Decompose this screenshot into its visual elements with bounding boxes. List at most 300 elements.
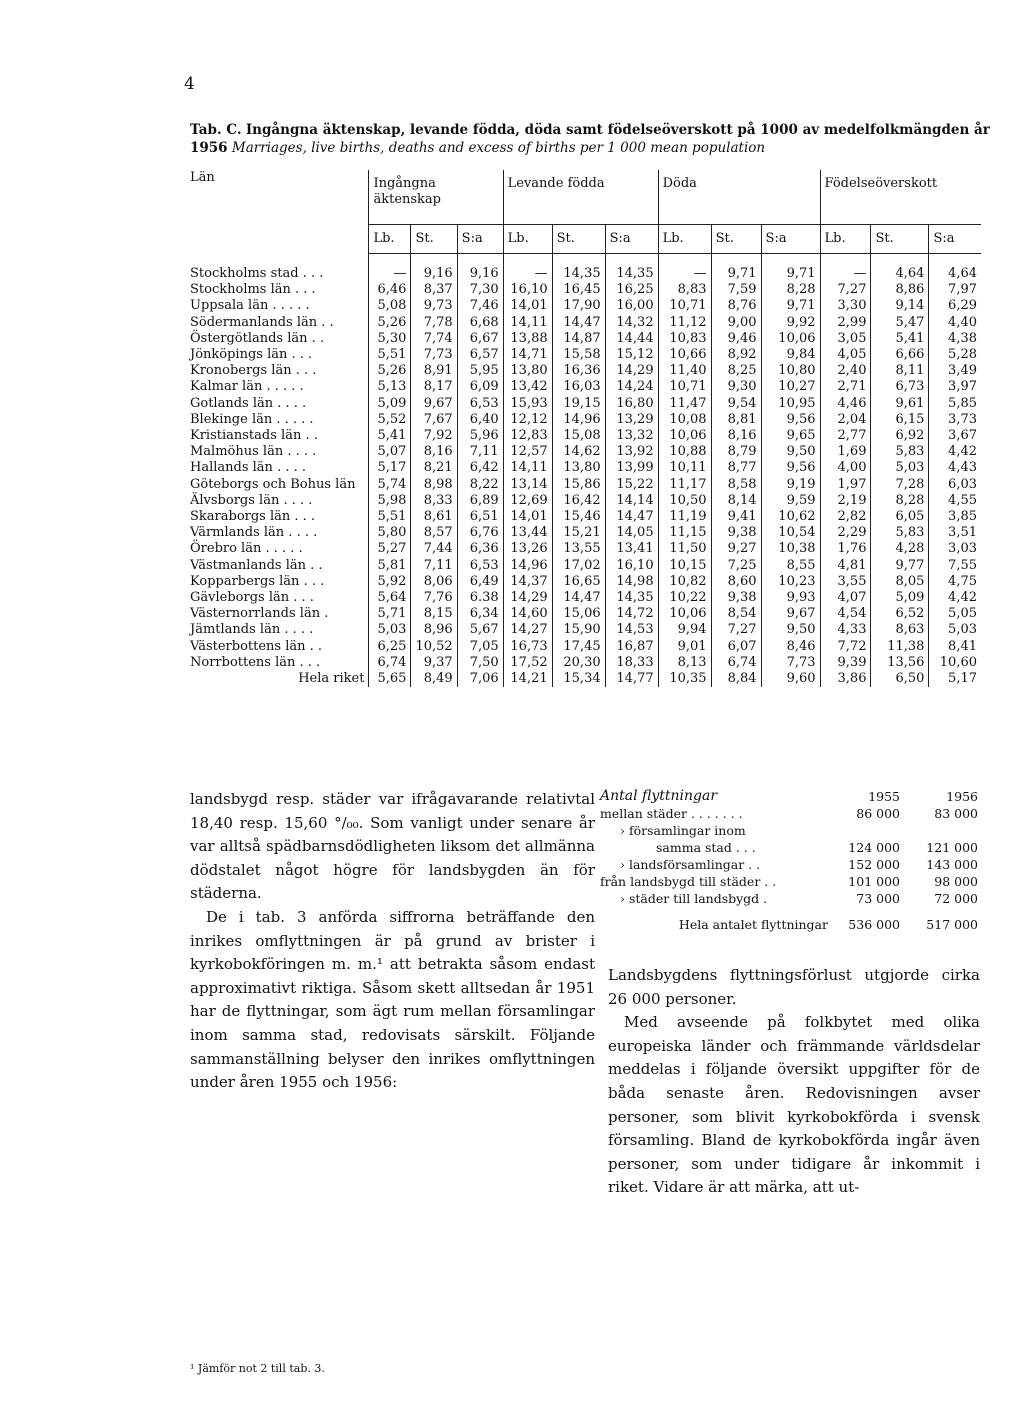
table-cell: 11,19 — [658, 509, 711, 525]
table-cell: 4,42 — [929, 590, 981, 606]
county-name: Skaraborgs län . . . — [190, 509, 316, 525]
table-cell: 4,64 — [871, 266, 929, 282]
table-cell: 14,29 — [503, 590, 552, 606]
table-cell: 14,62 — [552, 444, 605, 460]
table-cell: 5,26 — [369, 363, 411, 379]
county-name: Malmöhus län . . . . — [190, 444, 317, 460]
table-cell: 10,60 — [929, 655, 981, 671]
table-row — [186, 266, 981, 282]
table-cell: 8,16 — [711, 428, 761, 444]
table-cell: 8,21 — [411, 460, 457, 476]
table-cell: 8,61 — [411, 509, 457, 525]
table-cell: 9,67 — [761, 606, 820, 622]
page-number: 4 — [184, 74, 195, 94]
table-cell: 9,50 — [761, 622, 820, 638]
table-cell: 14,71 — [503, 347, 552, 363]
table-cell: 9,01 — [658, 639, 711, 655]
table-cell: 5,95 — [457, 363, 503, 379]
table-cell: 9,60 — [761, 671, 820, 687]
table-cell: 14,24 — [605, 379, 658, 395]
moves-value: 73 000 — [856, 891, 900, 906]
table-cell: 8,28 — [761, 282, 820, 298]
table-cell: 10,27 — [761, 379, 820, 395]
table-cell: 8,16 — [411, 444, 457, 460]
moves-value: 152 000 — [848, 857, 900, 872]
table-cell: 13,44 — [503, 525, 552, 541]
county-name: Västmanlands län . . — [190, 557, 323, 573]
table-cell: 5,17 — [929, 671, 981, 687]
county-name: Kronobergs län . . . — [190, 363, 317, 379]
moves-value: 101 000 — [848, 874, 900, 889]
caption-subtitle: Marriages, live births, deaths and excess of births per 1 000 mean population — [231, 140, 766, 156]
table-cell: 7,73 — [761, 655, 820, 671]
county-name: Östergötlands län . . — [190, 330, 325, 346]
table-cell: 3,03 — [929, 541, 981, 557]
table-cell: 9,50 — [761, 444, 820, 460]
table-cell: 15,08 — [552, 428, 605, 444]
table-cell: 5,03 — [369, 622, 411, 638]
moves-row — [598, 822, 980, 839]
table-cell: 2,71 — [820, 379, 871, 395]
table-cell: 3,67 — [929, 428, 981, 444]
table-cell: 15,06 — [552, 606, 605, 622]
table-cell: 7,50 — [457, 655, 503, 671]
table-cell: 7,73 — [411, 347, 457, 363]
table-cell: 15,90 — [552, 622, 605, 638]
table-cell: 16,25 — [605, 282, 658, 298]
table-cell: 8,49 — [411, 671, 457, 687]
table-cell: 2,77 — [820, 428, 871, 444]
table-cell: 1,69 — [820, 444, 871, 460]
table-cell: 7,92 — [411, 428, 457, 444]
table-cell: 8,13 — [658, 655, 711, 671]
table-cell: 4,05 — [820, 347, 871, 363]
table-cell: 11,40 — [658, 363, 711, 379]
table-cell: 6,92 — [871, 428, 929, 444]
county-name: Kalmar län . . . . . — [190, 379, 304, 395]
table-cell: 5,51 — [369, 347, 411, 363]
table-cell: 6,67 — [457, 331, 503, 347]
table-cell: 14,11 — [503, 460, 552, 476]
table-cell: 5,17 — [369, 460, 411, 476]
moves-value: 83 000 — [934, 806, 978, 821]
table-cell: 11,15 — [658, 525, 711, 541]
county-name: Norrbottens län . . . — [190, 654, 321, 670]
moves-total-value: 517 000 — [926, 917, 978, 932]
subheader-doda-sa: S:a — [761, 225, 820, 254]
table-cell: 6,49 — [457, 574, 503, 590]
table-cell: 16,03 — [552, 379, 605, 395]
table-cell: 4,43 — [929, 460, 981, 476]
table-cell: 13,42 — [503, 379, 552, 395]
table-cell: 10,06 — [761, 331, 820, 347]
table-cell: 7,27 — [820, 282, 871, 298]
table-cell: 6,09 — [457, 379, 503, 395]
table-cell: 7,72 — [820, 639, 871, 655]
table-cell: 7,67 — [411, 412, 457, 428]
table-cell: 10,06 — [658, 606, 711, 622]
subheader-levande-sa: S:a — [605, 225, 658, 254]
table-cell: 13,92 — [605, 444, 658, 460]
table-cell: 5,67 — [457, 622, 503, 638]
moves-value: 143 000 — [926, 857, 978, 872]
table-cell: — — [658, 266, 711, 282]
table-cell: 4,81 — [820, 558, 871, 574]
table-cell: 8,57 — [411, 525, 457, 541]
table-cell: 13,80 — [503, 363, 552, 379]
table-row — [186, 363, 981, 379]
table-cell: 17,45 — [552, 639, 605, 655]
county-name: Västerbottens län . . — [190, 638, 323, 654]
table-cell: 5,51 — [369, 509, 411, 525]
caption-label: Tab. C. — [190, 122, 242, 138]
table-cell: 3,51 — [929, 525, 981, 541]
table-cell: 11,38 — [871, 639, 929, 655]
total-row — [186, 671, 981, 687]
table-cell: 3,73 — [929, 412, 981, 428]
subheader-levande-lb: Lb. — [503, 225, 552, 254]
table-row — [186, 396, 981, 412]
table-cell: 13,41 — [605, 541, 658, 557]
table-cell: 5,92 — [369, 574, 411, 590]
table-cell: 12,69 — [503, 493, 552, 509]
moves-title: Antal flyttningar — [600, 788, 718, 804]
table-cell: 5,27 — [369, 541, 411, 557]
county-name: Göteborgs och Bohus län — [190, 476, 356, 492]
table-cell: 8,63 — [871, 622, 929, 638]
table-cell: 9,39 — [820, 655, 871, 671]
moves-value: 86 000 — [856, 806, 900, 821]
table-cell: 14,01 — [503, 298, 552, 314]
table-cell: 6,76 — [457, 525, 503, 541]
table-cell: 14,05 — [605, 525, 658, 541]
table-cell: 12,83 — [503, 428, 552, 444]
table-cell: 14,72 — [605, 606, 658, 622]
table-cell: 8,17 — [411, 379, 457, 395]
table-cell: 7,55 — [929, 558, 981, 574]
table-cell: 6,05 — [871, 509, 929, 525]
table-row — [186, 282, 981, 298]
table-cell: 4,07 — [820, 590, 871, 606]
table-cell: — — [369, 266, 411, 282]
table-cell: 9,27 — [711, 541, 761, 557]
table-cell: 14,47 — [605, 509, 658, 525]
table-cell: 7,28 — [871, 477, 929, 493]
table-cell: 9,71 — [711, 266, 761, 282]
table-cell: 6,53 — [457, 396, 503, 412]
table-cell: 9,67 — [411, 396, 457, 412]
table-cell: 8,83 — [658, 282, 711, 298]
table-row — [186, 622, 981, 638]
table-cell: 5,07 — [369, 444, 411, 460]
table-cell: 4,46 — [820, 396, 871, 412]
group-header-deaths: Döda — [658, 170, 820, 225]
table-row — [186, 525, 981, 541]
table-cell: 5,03 — [871, 460, 929, 476]
table-cell: 8,96 — [411, 622, 457, 638]
table-cell: 14,21 — [503, 671, 552, 687]
table-cell: 16,87 — [605, 639, 658, 655]
table-cell: 12,12 — [503, 412, 552, 428]
county-name: Hallands län . . . . — [190, 460, 306, 476]
table-cell: 8,41 — [929, 639, 981, 655]
table-cell: 7,06 — [457, 671, 503, 687]
subheader-doda-lb: Lb. — [658, 225, 711, 254]
county-name: Uppsala län . . . . . — [190, 298, 310, 314]
county-name: Älvsborgs län . . . . — [190, 492, 313, 508]
table-cell: 14,96 — [552, 412, 605, 428]
table-cell: 3,55 — [820, 574, 871, 590]
table-row — [186, 347, 981, 363]
table-cell: 10,88 — [658, 444, 711, 460]
table-cell: 14,53 — [605, 622, 658, 638]
county-name: Stockholms län . . . — [190, 282, 316, 298]
table-cell: 12,57 — [503, 444, 552, 460]
table-cell: 14,27 — [503, 622, 552, 638]
table-cell: 16,10 — [605, 558, 658, 574]
table-cell: 10,80 — [761, 363, 820, 379]
table-cell: 14,37 — [503, 574, 552, 590]
moves-total-row — [598, 907, 980, 933]
table-cell: 4,40 — [929, 315, 981, 331]
table-cell: 9,77 — [871, 558, 929, 574]
table-cell: 8,79 — [711, 444, 761, 460]
table-cell: 4,38 — [929, 331, 981, 347]
table-cell: 8,22 — [457, 477, 503, 493]
table-cell: 14,77 — [605, 671, 658, 687]
table-cell: 2,99 — [820, 315, 871, 331]
right-paragraph-2: Med avseende på folkbytet med olika europeiska länder och främmande världsdelar meddelas i följande översikt uppgifter för de båda senaste åren. Redovisningen avser personer, som blivit kyrkobokförda i svensk församling. Bland de kyrkobokförda ingår även personer, som under tidigare år inkommit i riket. Vidare är att märka, att ut- — [608, 1013, 980, 1197]
table-cell: 8,77 — [711, 460, 761, 476]
table-cell: 10,35 — [658, 671, 711, 687]
table-cell: 6,73 — [871, 379, 929, 395]
table-cell: 4,33 — [820, 622, 871, 638]
table-cell: 10,95 — [761, 396, 820, 412]
county-name: Gävleborgs län . . . — [190, 590, 314, 606]
table-cell: 14,87 — [552, 331, 605, 347]
table-row — [186, 639, 981, 655]
table-cell: 15,22 — [605, 477, 658, 493]
table-cell: 7,97 — [929, 282, 981, 298]
table-cell: 10,23 — [761, 574, 820, 590]
table-row — [186, 460, 981, 476]
statistics-table — [186, 170, 981, 687]
table-cell: 7,74 — [411, 331, 457, 347]
table-cell: 10,50 — [658, 493, 711, 509]
table-cell: 3,05 — [820, 331, 871, 347]
table-cell: 10,83 — [658, 331, 711, 347]
table-cell: 5,26 — [369, 315, 411, 331]
table-row — [186, 315, 981, 331]
table-cell: 9,16 — [411, 266, 457, 282]
table-cell: 14,29 — [605, 363, 658, 379]
county-name: Jönköpings län . . . — [190, 347, 313, 363]
county-name: Södermanlands län . . — [190, 314, 334, 330]
moves-total-label: Hela antalet flyttningar — [678, 917, 828, 932]
table-cell: 8,25 — [711, 363, 761, 379]
table-cell: 8,15 — [411, 606, 457, 622]
table-cell: 4,75 — [929, 574, 981, 590]
table-cell: 13,55 — [552, 541, 605, 557]
table-cell: 5,83 — [871, 525, 929, 541]
table-cell: 4,64 — [929, 266, 981, 282]
table-cell: 15,93 — [503, 396, 552, 412]
table-cell: 5,98 — [369, 493, 411, 509]
table-cell: 10,71 — [658, 379, 711, 395]
subheader-ingangna-st: St. — [411, 225, 457, 254]
table-cell: 13,99 — [605, 460, 658, 476]
table-cell: 8,14 — [711, 493, 761, 509]
table-cell: 17,90 — [552, 298, 605, 314]
table-cell: 15,46 — [552, 509, 605, 525]
table-cell: 5,09 — [369, 396, 411, 412]
table-row — [186, 655, 981, 671]
table-cell: 8,58 — [711, 477, 761, 493]
moves-label: från landsbygd till städer . . — [600, 874, 777, 889]
table-cell: 3,86 — [820, 671, 871, 687]
table-cell: 8,92 — [711, 347, 761, 363]
table-row — [186, 379, 981, 395]
subheader-fodelse-lb: Lb. — [820, 225, 871, 254]
county-name: Stockholms stad . . . — [190, 266, 324, 281]
table-row — [186, 331, 981, 347]
moves-value — [834, 822, 902, 839]
moves-value: 124 000 — [848, 840, 900, 855]
lan-header: Län — [190, 170, 215, 185]
moves-value: 121 000 — [926, 840, 978, 855]
table-cell: 7,27 — [711, 622, 761, 638]
table-cell: 6,74 — [711, 655, 761, 671]
table-cell: 5,52 — [369, 412, 411, 428]
table-cell: 6,74 — [369, 655, 411, 671]
subheader-fodelse-sa: S:a — [929, 225, 981, 254]
table-cell: 9,59 — [761, 493, 820, 509]
table-cell: 14,35 — [605, 590, 658, 606]
table-cell: 9,38 — [711, 590, 761, 606]
table-cell: 8,06 — [411, 574, 457, 590]
table-cell: 7,05 — [457, 639, 503, 655]
table-row — [186, 606, 981, 622]
table-cell: 6,15 — [871, 412, 929, 428]
group-header-excess: Födelseöverskott — [820, 170, 981, 225]
table-cell: 7,59 — [711, 282, 761, 298]
table-cell: 6,46 — [369, 282, 411, 298]
caption-title: Ingångna äktenskap, levande födda, döda samt födelseöverskott på 1000 av medelfolkmängden år 1956 — [190, 122, 990, 156]
table-cell: 9,73 — [411, 298, 457, 314]
table-cell: 9,19 — [761, 477, 820, 493]
table-cell: 7,46 — [457, 298, 503, 314]
table-cell: 6,36 — [457, 541, 503, 557]
group-header-live-births: Levande födda — [503, 170, 658, 225]
table-cell: 4,54 — [820, 606, 871, 622]
table-cell: 8,86 — [871, 282, 929, 298]
table-cell: 14,01 — [503, 509, 552, 525]
table-row — [186, 509, 981, 525]
table-cell: 6,52 — [871, 606, 929, 622]
county-name: Värmlands län . . . . — [190, 525, 318, 541]
table-cell: 9,71 — [761, 266, 820, 282]
table-cell: 9,00 — [711, 315, 761, 331]
table-cell: 8,33 — [411, 493, 457, 509]
table-cell: 5,65 — [369, 671, 411, 687]
table-cell: 10,06 — [658, 428, 711, 444]
right-column-text — [608, 964, 980, 1200]
table-cell: 19,15 — [552, 396, 605, 412]
table-cell: 5,85 — [929, 396, 981, 412]
table-cell: 5,09 — [871, 590, 929, 606]
table-cell: 5,64 — [369, 590, 411, 606]
table-cell: 16,65 — [552, 574, 605, 590]
table-cell: 15,86 — [552, 477, 605, 493]
group-header-marriages: Ingångna äktenskap — [369, 170, 503, 225]
moves-label: › församlingar inom — [620, 823, 746, 838]
moves-label: mellan städer . . . . . . . — [600, 806, 743, 821]
table-cell: 6.38 — [457, 590, 503, 606]
table-row — [186, 574, 981, 590]
table-cell: 13,32 — [605, 428, 658, 444]
table-row — [186, 477, 981, 493]
table-cell: 14,47 — [552, 590, 605, 606]
table-cell: 5,30 — [369, 331, 411, 347]
moves-row — [598, 839, 980, 856]
table-cell: 14,35 — [552, 266, 605, 282]
table-cell: 9,71 — [761, 298, 820, 314]
table-cell: 3,49 — [929, 363, 981, 379]
table-cell: 9,56 — [761, 460, 820, 476]
table-cell: 16,10 — [503, 282, 552, 298]
subheader-fodelse-st: St. — [871, 225, 929, 254]
table-cell: 8,54 — [711, 606, 761, 622]
table-cell: 2,40 — [820, 363, 871, 379]
table-cell: 8,28 — [871, 493, 929, 509]
table-cell: 14,60 — [503, 606, 552, 622]
table-cell: 7,11 — [457, 444, 503, 460]
table-cell: — — [820, 266, 871, 282]
county-name: Kopparbergs län . . . — [190, 573, 325, 589]
table-cell: 5,81 — [369, 558, 411, 574]
table-cell: 10,66 — [658, 347, 711, 363]
table-cell: 10,11 — [658, 460, 711, 476]
table-cell: 3,30 — [820, 298, 871, 314]
table-cell: 7,30 — [457, 282, 503, 298]
table-cell: 16,00 — [605, 298, 658, 314]
table-cell: 10,22 — [658, 590, 711, 606]
table-cell: 9,14 — [871, 298, 929, 314]
table-cell: 4,55 — [929, 493, 981, 509]
table-cell: 6,29 — [929, 298, 981, 314]
table-cell: 10,08 — [658, 412, 711, 428]
table-cell: 9,92 — [761, 315, 820, 331]
table-row — [186, 590, 981, 606]
table-cell: 5,03 — [929, 622, 981, 638]
table-cell: 9,65 — [761, 428, 820, 444]
county-name: Blekinge län . . . . . — [190, 411, 314, 427]
table-cell: 6,66 — [871, 347, 929, 363]
table-cell: 14,47 — [552, 315, 605, 331]
table-cell: 14,32 — [605, 315, 658, 331]
table-cell: 11,12 — [658, 315, 711, 331]
table-row — [186, 412, 981, 428]
table-cell: 3,85 — [929, 509, 981, 525]
table-cell: 9,41 — [711, 509, 761, 525]
table-cell: 8,46 — [761, 639, 820, 655]
table-cell: 7,11 — [411, 558, 457, 574]
subheader-ingangna-lb: Lb. — [369, 225, 411, 254]
table-cell: 2,82 — [820, 509, 871, 525]
table-cell: 5,05 — [929, 606, 981, 622]
table-cell: 6,50 — [871, 671, 929, 687]
table-cell: 16,36 — [552, 363, 605, 379]
